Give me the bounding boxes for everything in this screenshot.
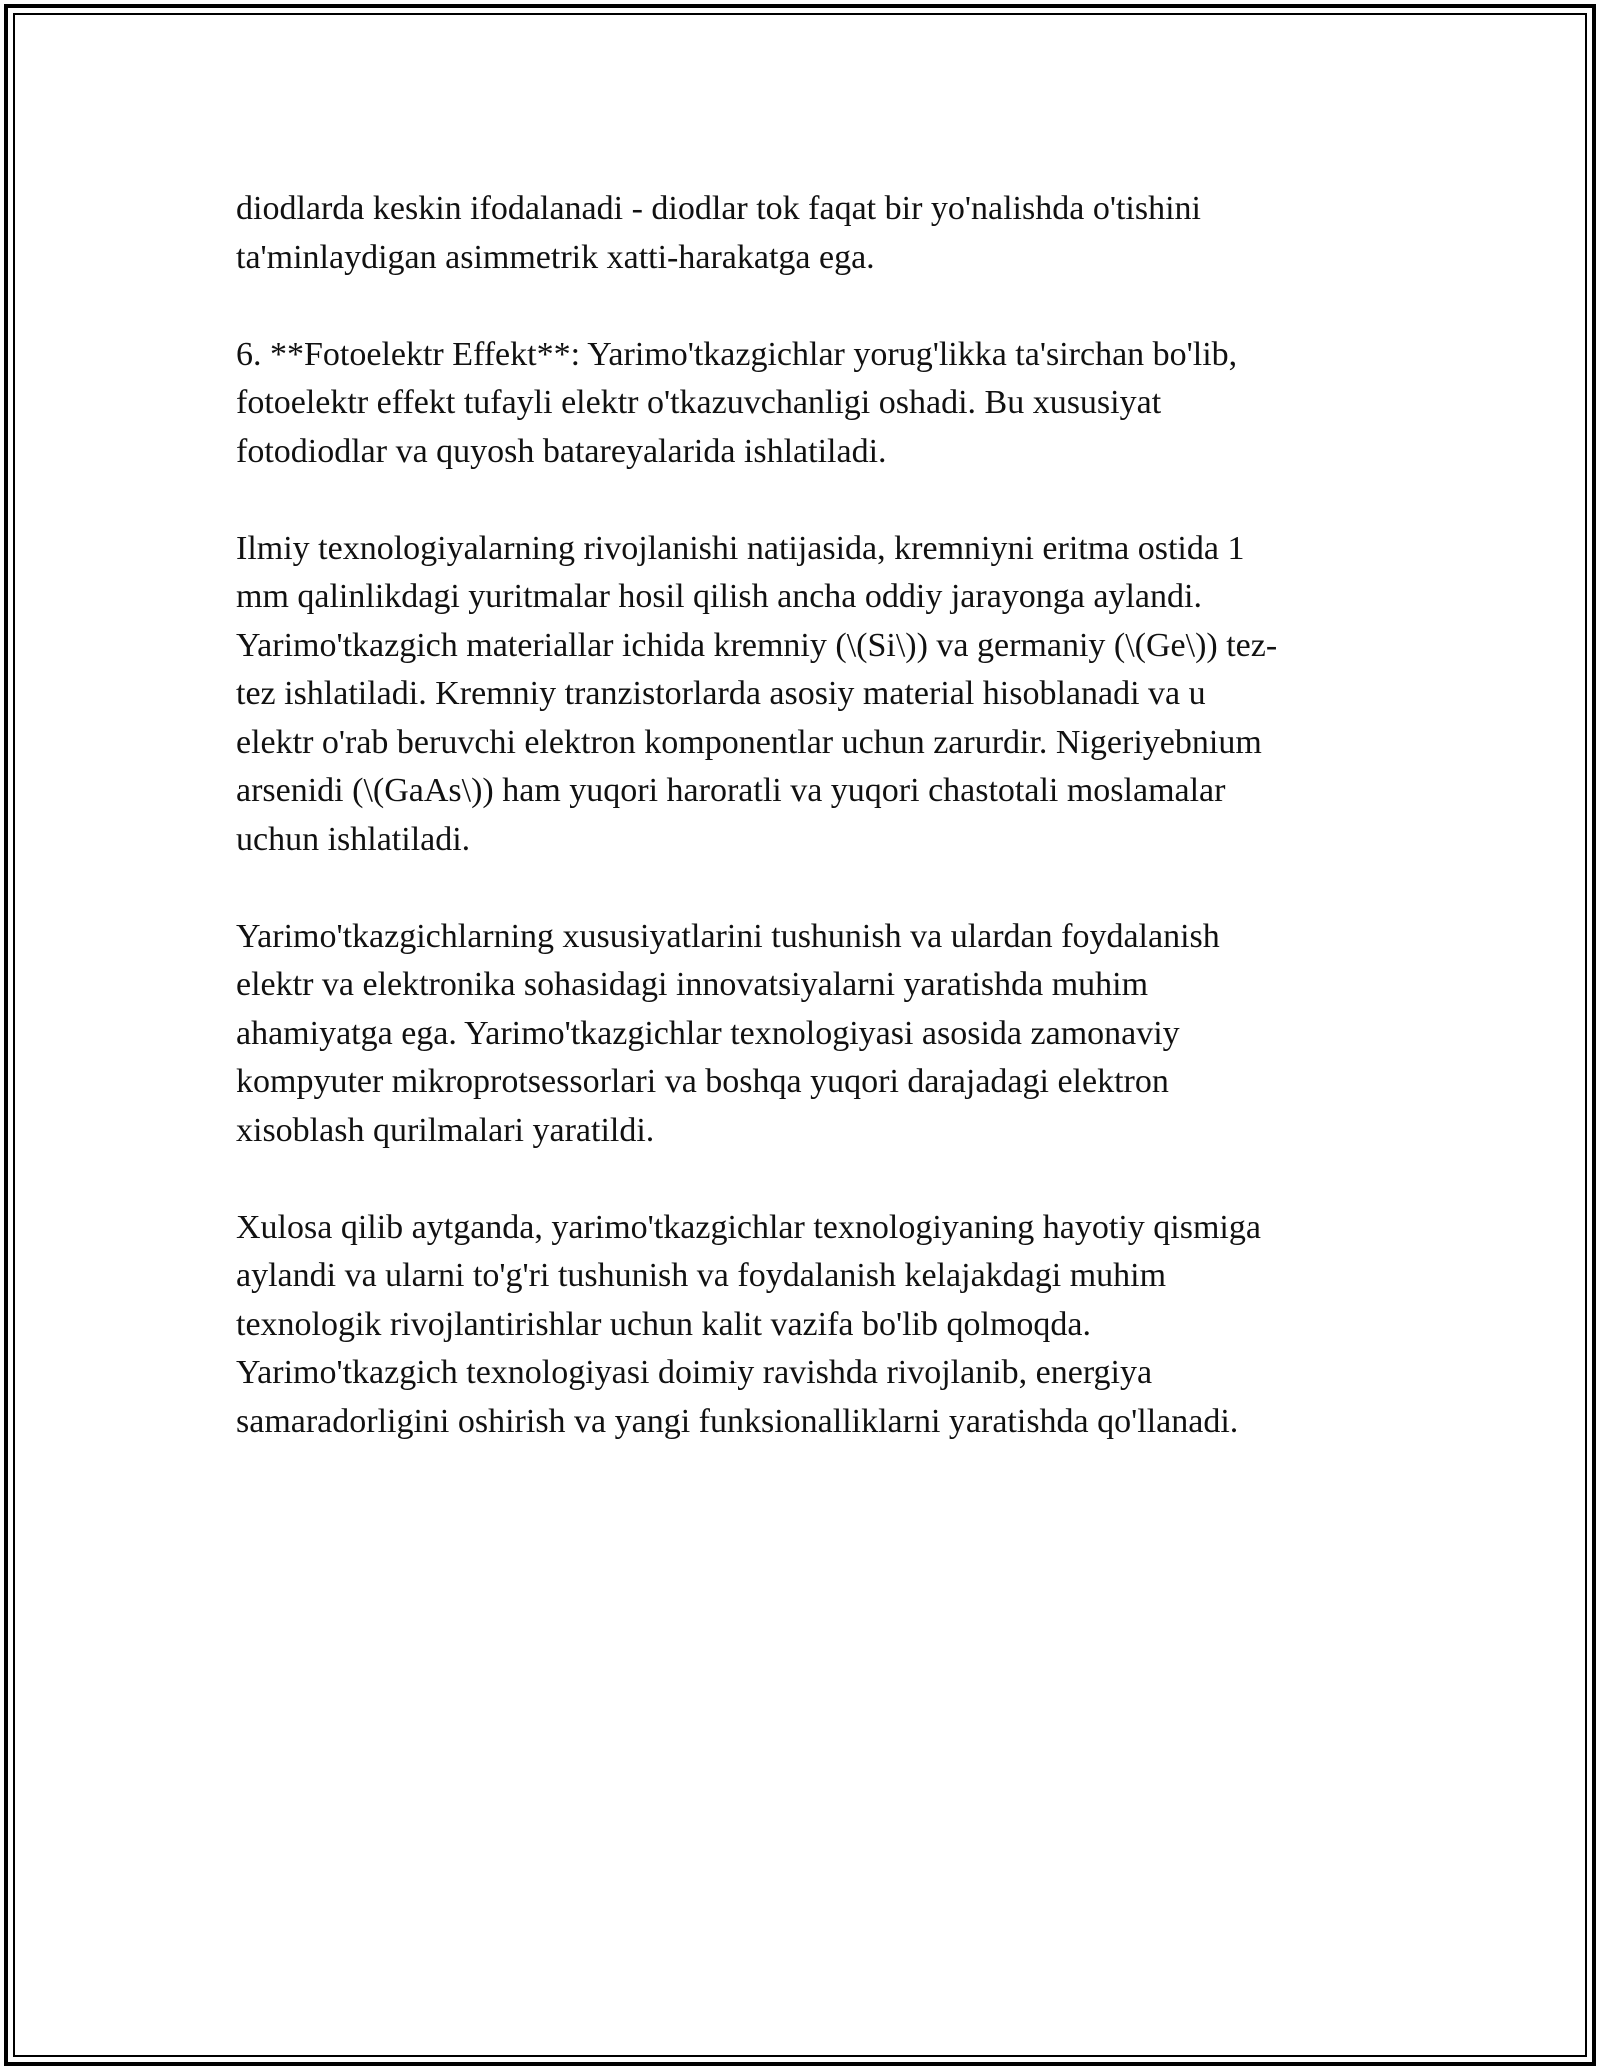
document-body <box>236 185 1366 1495</box>
paragraph-conclusion: Xulosa qilib aytganda, yarimo'tkazgichlar texnologiyaning hayotiy qismiga aylandi va ularni to'g'ri tushunish va foydalanish kelajakdagi muhim texnologik rivojlantirishlar uchun kalit vazifa bo'lib qolmoqda. Yarimo'tkazgich texnologiyasi doimiy ravishda rivojlanib, energiya samaradorligini oshirish va yangi funksionalliklarni yaratishda qo'llanadi. <box>236 1208 1261 1440</box>
paragraph-importance: Yarimo'tkazgichlarning xususiyatlarini tushunish va ulardan foydalanish elektr va elektronika sohasidagi innovatsiyalarni yaratishda muhim ahamiyatga ega. Yarimo'tkazgichlar texnologiyasi asosida zamonaviy kompyuter mikroprotsessorlari va boshqa yuqori darajadagi elektron xisoblash qurilmalari yaratildi. <box>236 917 1220 1149</box>
paragraph-photoelectric-effect: 6. **Fotoelektr Effekt**: Yarimo'tkazgichlar yorug'likka ta'sirchan bo'lib, fotoelektr effekt tufayli elektr o'tkazuvchanligi oshadi. Bu xususiyat fotodiodlar va quyosh batareyalarida ishlatiladi. <box>236 335 1238 470</box>
paragraph-materials: Ilmiy texnologiyalarning rivojlanishi natijasida, kremniyni eritma ostida 1 mm qalinlikdagi yuritmalar hosil qilish ancha oddiy jarayonga aylandi. Yarimo'tkazgich materiallar ichida kremniy (\(Si\)) va germaniy (\(Ge\)) tez- tez ishlatiladi. Kremniy tranzistorlarda asosiy material hisoblanadi va u elektr o'rab beruvchi elektron komponentlar uchun zarurdir. Nigeriyebnium arsenidi (\(GaAs\)) ham yuqori haroratli va yuqori chastotali moslamalar uchun ishlatiladi. <box>236 529 1278 858</box>
paragraph-diodes-continuation: diodlarda keskin ifodalanadi - diodlar tok faqat bir yo'nalishda o'tishini ta'minlaydigan asimmetrik xatti-harakatga ega. <box>236 190 1201 276</box>
